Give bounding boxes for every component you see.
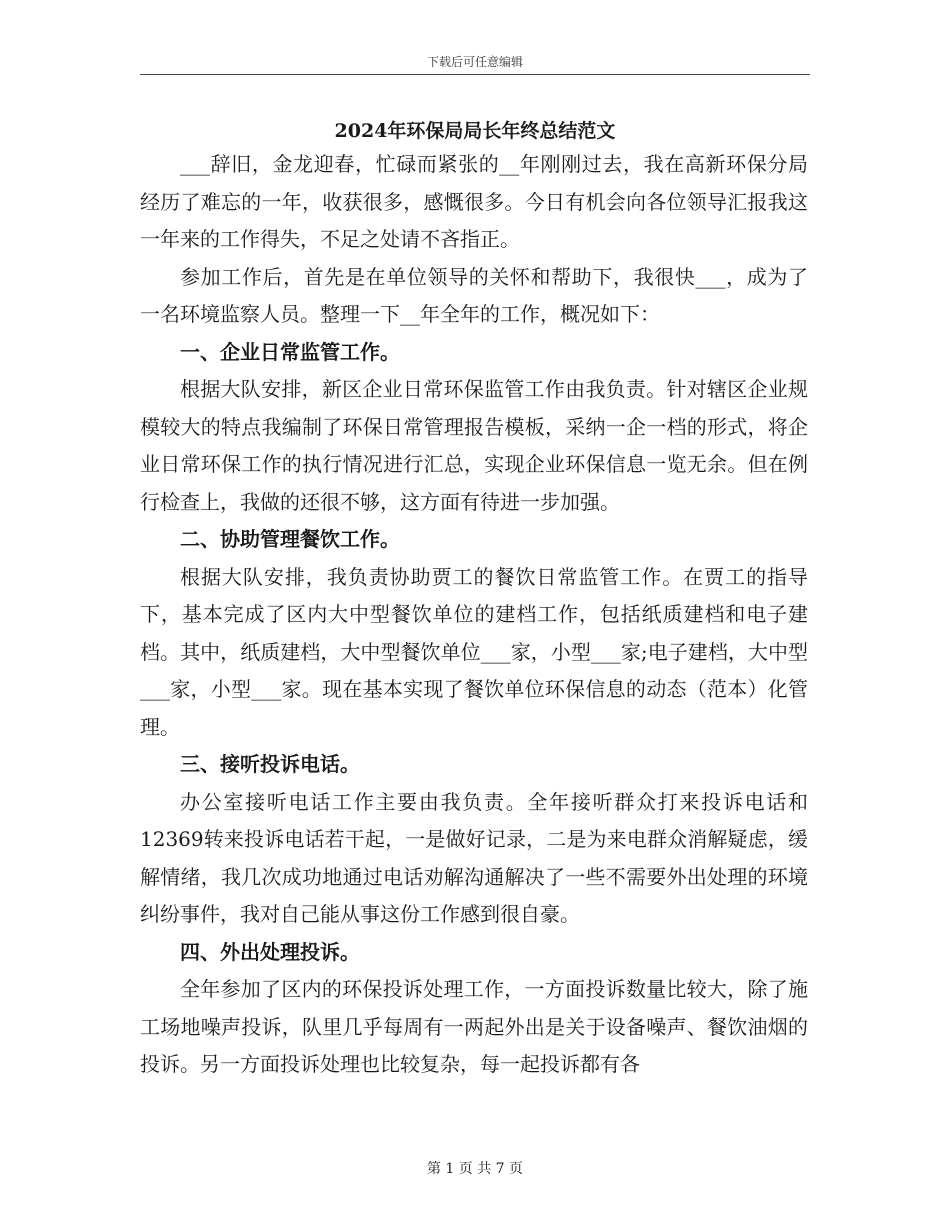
section-paragraph: 办公室接听电话工作主要由我负责。全年接听群众打来投诉电话和12369转来投诉电话若干起，一是做好记录，二是为来电群众消解疑虑，缓解情绪，我几次成功地通过电话劝解沟通解决了一些不需要外出处理的环境纠纷事件，我对自己能从事这份工作感到很自豪。	[140, 789, 808, 926]
section-heading: 一、企业日常监管工作。	[180, 339, 400, 364]
header-note: 下载后可任意编辑	[426, 55, 523, 69]
section-heading: 三、接听投诉电话。	[180, 752, 360, 776]
header-divider	[140, 74, 810, 75]
section-paragraph: 全年参加了区内的环保投诉处理工作，一方面投诉数量比较大，除了施工场地噪声投诉，队里几乎每周有一两起外出是关于设备噪声、餐饮油烟的投诉。另一方面投诉处理也比较复杂，每一起投诉都有各	[140, 977, 808, 1076]
section-heading: 四、外出处理投诉。	[180, 939, 360, 964]
section-heading: 二、协助管理餐饮工作。	[180, 527, 400, 551]
document-body	[140, 146, 808, 1084]
intro-paragraph: 参加工作后，首先是在单位领导的关怀和帮助下，我很快___，成为了一名环境监察人员。整理一下__年全年的工作，概况如下：	[140, 264, 808, 326]
section-paragraph: 根据大队安排，新区企业日常环保监管工作由我负责。针对辖区企业规模较大的特点我编制了环保日常管理报告模板，采纳一企一档的形式，将企业日常环保工作的执行情况进行汇总，实现企业环保信息一览无余。但在例行检查上，我做的还很不够，这方面有待进一步加强。	[140, 377, 808, 514]
intro-paragraph: ___辞旧，金龙迎春，忙碌而紧张的__年刚刚过去，我在高新环保分局经历了难忘的一年，收获很多，感慨很多。今日有机会向各位领导汇报我这一年来的工作得失，不足之处请不吝指正。	[140, 152, 808, 251]
page-number: 第 1 页 共 7 页	[426, 1161, 524, 1177]
document-title: 2024年环保局局长年终总结范文	[334, 120, 616, 142]
section-paragraph: 根据大队安排，我负责协助贾工的餐饮日常监管工作。在贾工的指导下，基本完成了区内大中型餐饮单位的建档工作，包括纸质建档和电子建档。其中，纸质建档，大中型餐饮单位___家，小型___家;电子建档，大中型___家，小型___家。现在基本实现了餐饮单位环保信息的动态（范本）化管理。	[140, 564, 808, 739]
